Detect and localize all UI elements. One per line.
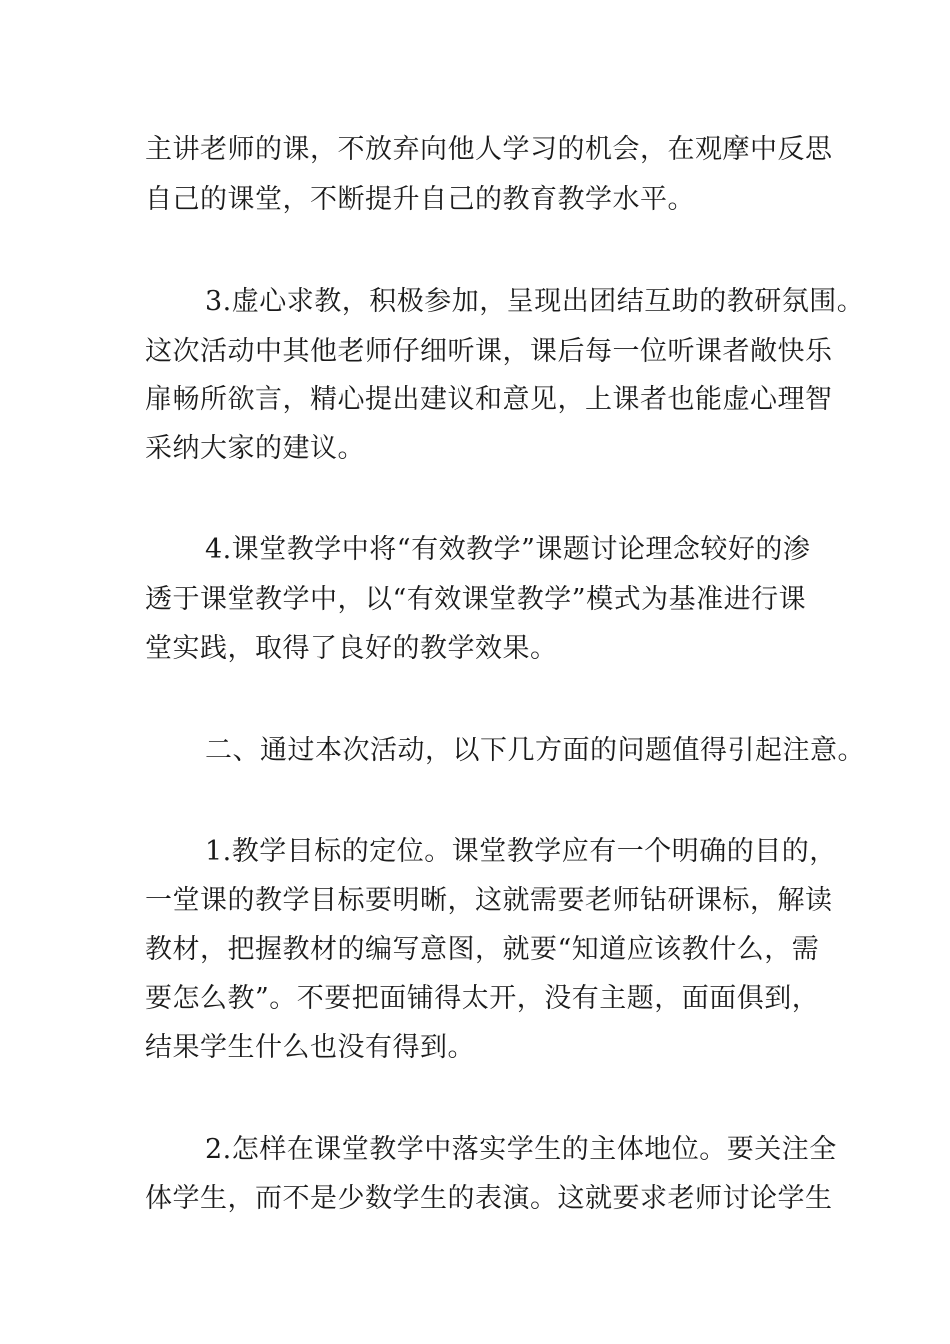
text-line: 堂实践，取得了良好的教学效果。: [145, 633, 558, 664]
text-line: 这次活动中其他老师仔细听课，课后每一位听课者敞快乐: [145, 336, 833, 367]
item-2-heading: 2.怎样在课堂教学中落实学生的主体地位。要关注全: [205, 1134, 837, 1165]
text-line: 一堂课的教学目标要明晰，这就需要老师钻研课标，解读: [145, 885, 833, 916]
text-line: 采纳大家的建议。: [145, 433, 365, 464]
item-1-heading: 1.教学目标的定位。课堂教学应有一个明确的目的，: [205, 836, 837, 867]
text-line: 体学生，而不是少数学生的表演。这就要求老师讨论学生: [145, 1183, 833, 1214]
text-line: 要怎么教”。不要把面铺得太开，没有主题，面面俱到，: [145, 983, 820, 1014]
paragraph-4-heading: 4.课堂教学中将“有效教学”课题讨论理念较好的渗: [205, 534, 811, 565]
text-line: 透于课堂教学中，以“有效课堂教学”模式为基准进行课: [145, 584, 807, 615]
text-line: 主讲老师的课，不放弃向他人学习的机会，在观摩中反思: [145, 134, 833, 165]
text-line: 自己的课堂，不断提升自己的教育教学水平。: [145, 184, 695, 215]
text-line: 教材，把握教材的编写意图，就要“知道应该教什么，需: [145, 934, 820, 965]
text-line: 结果学生什么也没有得到。: [145, 1032, 475, 1063]
section-2-heading: 二、通过本次活动，以下几方面的问题值得引起注意。: [205, 735, 865, 766]
text-line: 扉畅所欲言，精心提出建议和意见，上课者也能虚心理智: [145, 384, 833, 415]
paragraph-3-heading: 3.虚心求教，积极参加，呈现出团结互助的教研氛围。: [205, 286, 865, 317]
